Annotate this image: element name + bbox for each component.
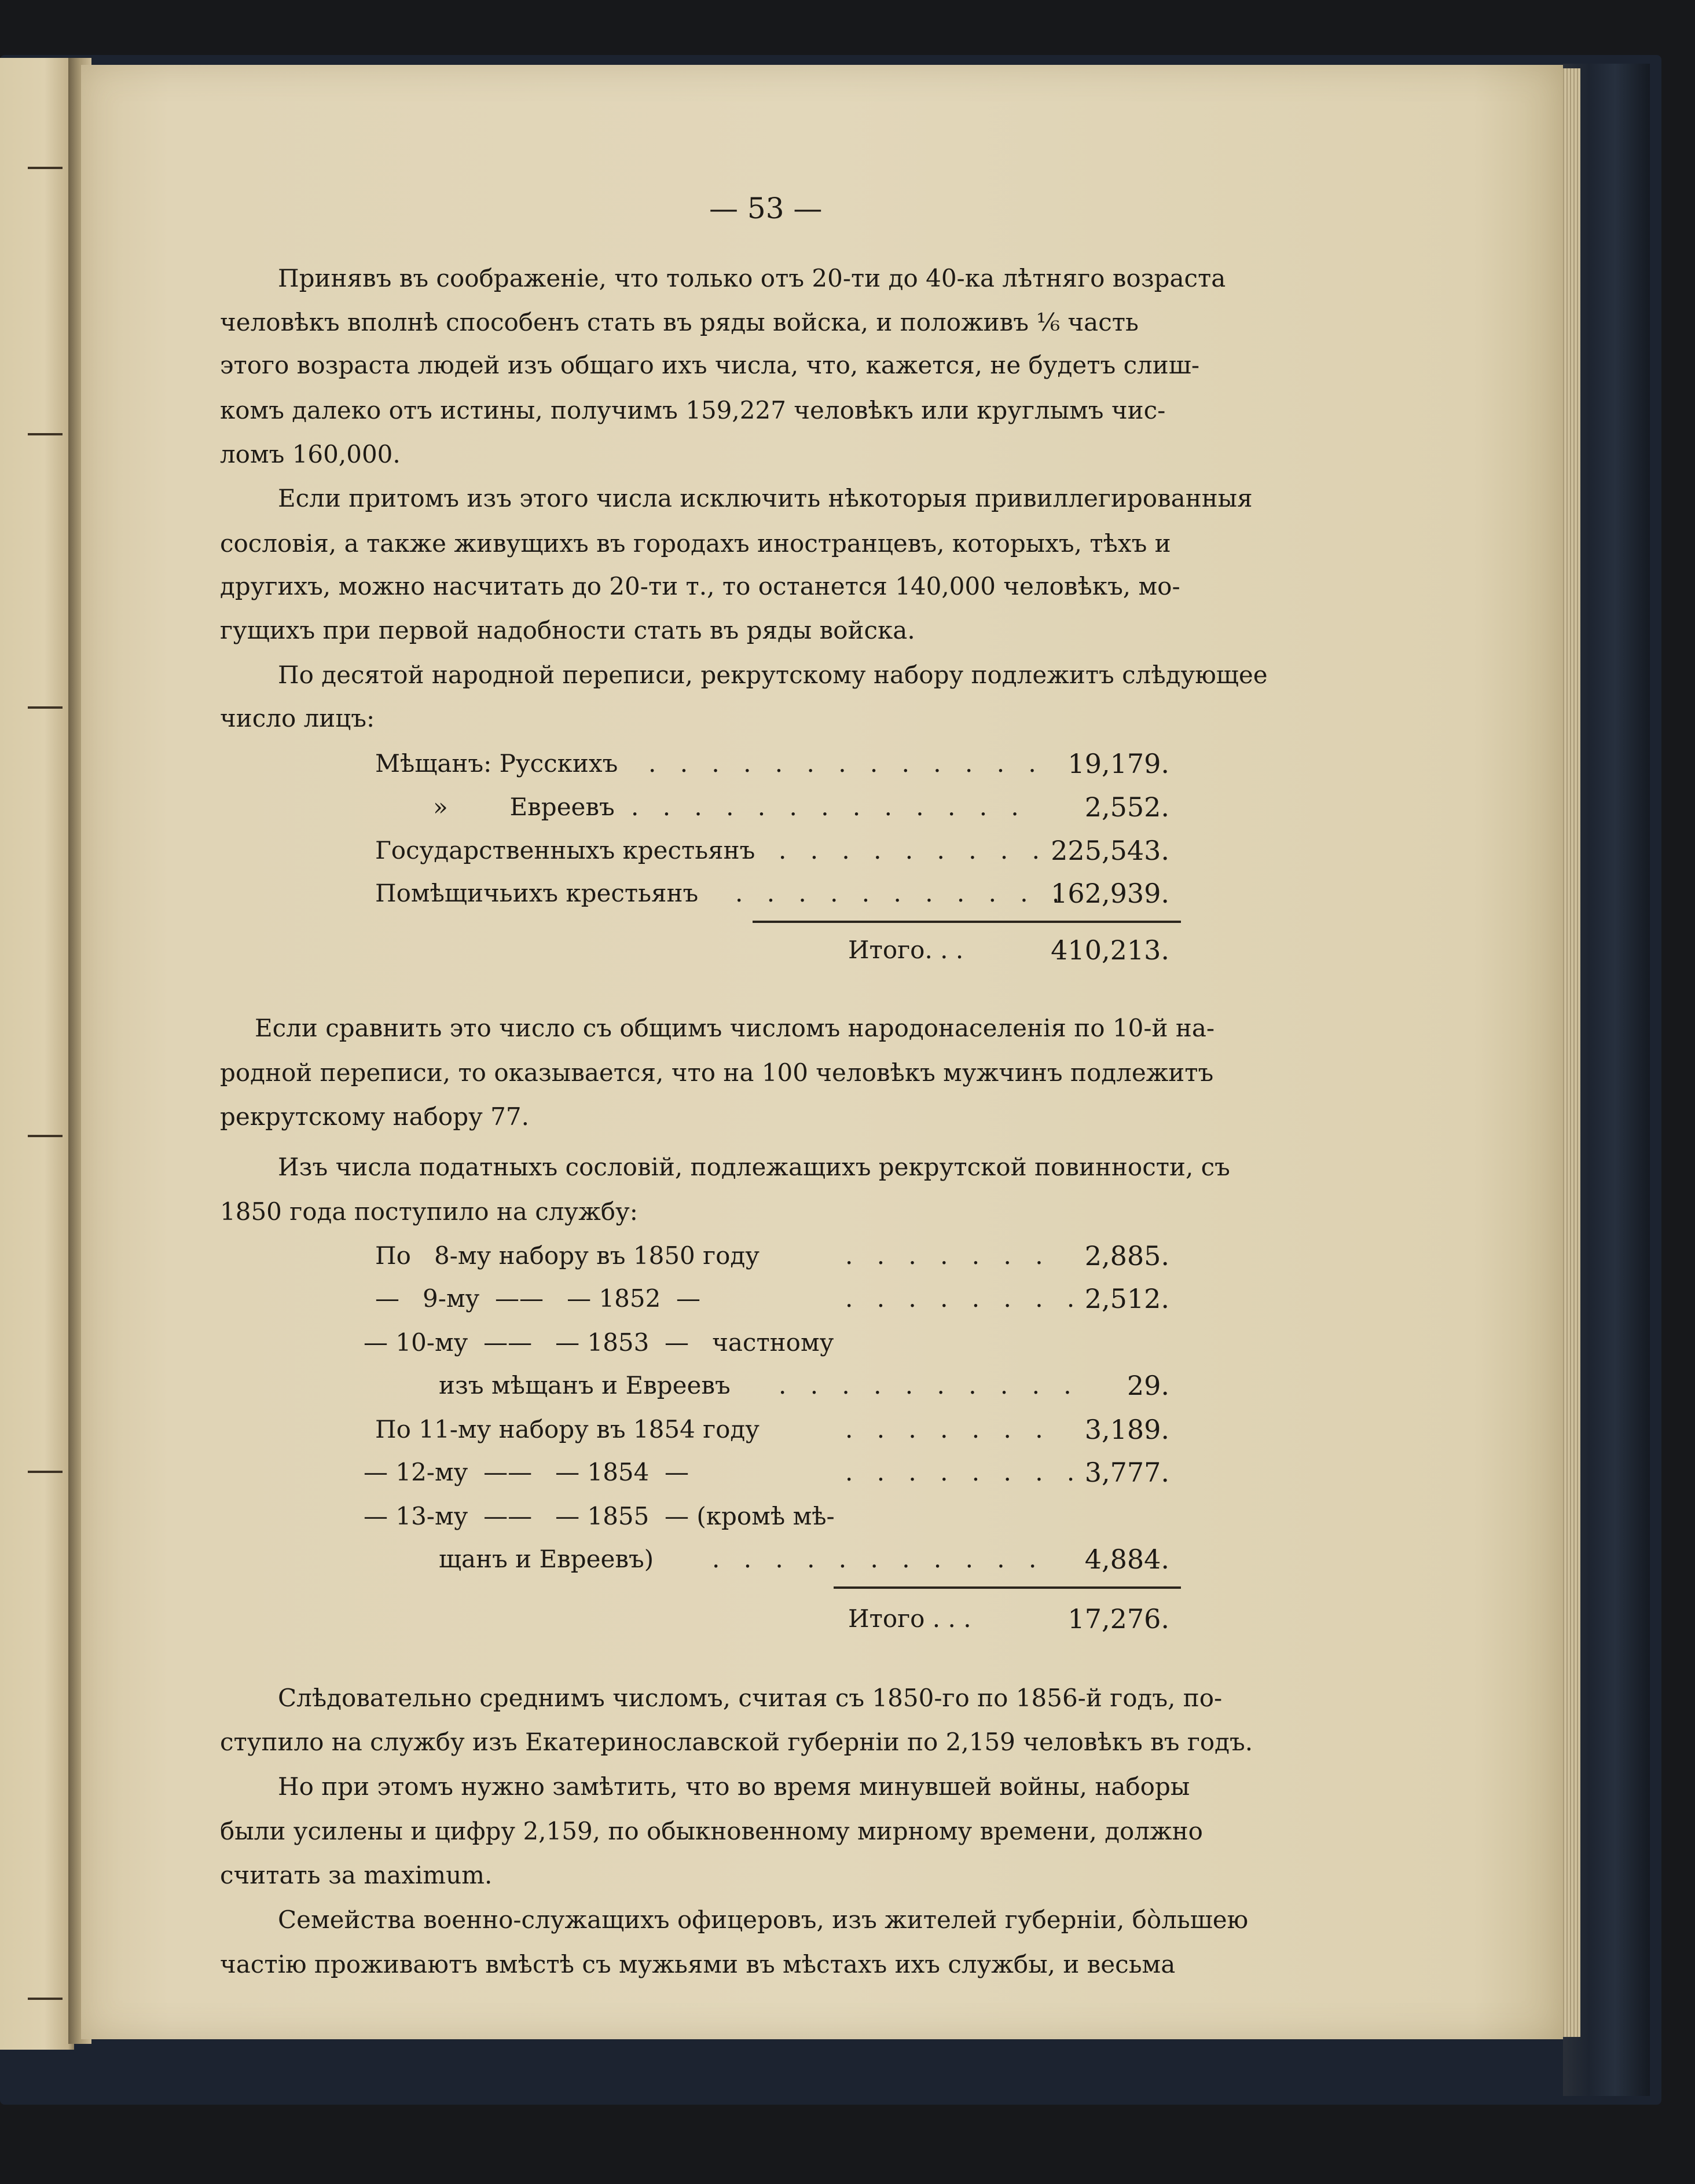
paragraph-line: Семейства военно-служащихъ офицеровъ, изъ жителей губерніи, бо̀льшею bbox=[278, 1905, 1249, 1934]
paragraph-line: По десятой народной переписи, рекрутскому набору подлежитъ слѣдующее bbox=[278, 661, 1268, 689]
paragraph-line: Принявъ въ соображеніе, что только отъ 20-ти до 40-ка лѣтняго возраста bbox=[278, 264, 1226, 292]
table-row-label: Помѣщичьихъ крестьянъ bbox=[375, 879, 699, 907]
leader-dots: . . . . . . . . bbox=[845, 1284, 1083, 1313]
paragraph-line: комъ далеко отъ истины, получимъ 159,227 человѣкъ или круглымъ чис- bbox=[220, 396, 1166, 424]
table-row-label: — 13-му —— — 1855 — (кромѣ мѣ- bbox=[364, 1502, 835, 1530]
paragraph-line: Если сравнить это число съ общимъ числомъ народонаселенія по 10-й на- bbox=[255, 1014, 1215, 1042]
table-row-value: 2,512. bbox=[1084, 1283, 1169, 1314]
paragraph-line: Слѣдовательно среднимъ числомъ, считая съ 1850-го по 1856-й годъ, по- bbox=[278, 1684, 1223, 1712]
paragraph-line: Если притомъ изъ этого числа исключить нѣкоторыя привиллегированныя bbox=[278, 484, 1253, 512]
table-row-label: По 11-му набору въ 1854 году bbox=[375, 1415, 760, 1443]
leader-dots: . . . . . . . . . . . . . bbox=[648, 749, 1044, 778]
table-row-value: 2,885. bbox=[1084, 1240, 1169, 1271]
table-row-label: По 8-му набору въ 1850 году bbox=[375, 1241, 760, 1270]
table-row-label: Мѣщанъ: Русскихъ bbox=[375, 749, 618, 778]
total-value: 17,276. bbox=[1067, 1603, 1169, 1635]
table-row-value: 162,939. bbox=[1051, 878, 1169, 909]
paragraph-line: гущихъ при первой надобности стать въ ряды войска. bbox=[220, 616, 915, 644]
previous-page-edge bbox=[0, 58, 74, 2050]
paragraph-line: 1850 года поступило на службу: bbox=[220, 1197, 638, 1226]
table-row-label: » Евреевъ bbox=[433, 793, 615, 821]
table-row-value: 19,179. bbox=[1067, 748, 1169, 779]
table-row-value: 225,543. bbox=[1051, 835, 1169, 866]
table-row-value: 3,189. bbox=[1084, 1414, 1169, 1445]
paragraph-line: считать за maximum. bbox=[220, 1861, 493, 1889]
table-row-label: — 10-му —— — 1853 — частному bbox=[364, 1328, 834, 1357]
leader-dots: . . . . . . . bbox=[845, 1241, 1051, 1270]
paragraph-line: число лицъ: bbox=[220, 704, 375, 732]
leader-dots: . . . . . . . . . bbox=[779, 836, 1048, 864]
leader-dots: . . . . . . . . . . . . . bbox=[631, 793, 1027, 821]
table-row-value: 4,884. bbox=[1084, 1544, 1169, 1575]
paragraph-line: ступило на службу изъ Екатеринославской губерніи по 2,159 человѣкъ въ годъ. bbox=[220, 1728, 1253, 1756]
paragraph-line: этого возраста людей изъ общаго ихъ числа, что, кажется, не будетъ слиш- bbox=[220, 351, 1200, 379]
table-row-value: 3,777. bbox=[1084, 1457, 1169, 1488]
paragraph-line: рекрутскому набору 77. bbox=[220, 1102, 529, 1131]
paragraph-line: Изъ числа податныхъ сословій, подлежащихъ рекрутской повинности, съ bbox=[278, 1153, 1230, 1181]
total-rule bbox=[753, 921, 1181, 923]
leader-dots: . . . . . . . . . . bbox=[779, 1371, 1080, 1399]
paragraph-line: были усилены и цифру 2,159, по обыкновенному мирному времени, должно bbox=[220, 1817, 1203, 1845]
table-row-label: — 12-му —— — 1854 — bbox=[364, 1458, 689, 1486]
paragraph-line: частію проживаютъ вмѣстѣ съ мужьями въ мѣстахъ ихъ службы, и весьма bbox=[220, 1950, 1176, 1978]
table-row-label: Государственныхъ крестьянъ bbox=[375, 836, 755, 864]
table-row-label: — 9-му —— — 1852 — bbox=[375, 1284, 701, 1313]
table-row-value: 2,552. bbox=[1084, 791, 1169, 823]
paragraph-line: сословія, а также живущихъ въ городахъ иностранцевъ, которыхъ, тѣхъ и bbox=[220, 529, 1171, 558]
leader-dots: . . . . . . . . bbox=[845, 1458, 1083, 1486]
table-row-value: 29. bbox=[1127, 1370, 1169, 1401]
leader-dots: . . . . . . . . . . . bbox=[735, 879, 1068, 907]
total-label: Итого. . . bbox=[848, 936, 964, 964]
total-value: 410,213. bbox=[1051, 935, 1169, 966]
paragraph-line: другихъ, можно насчитать до 20-ти т., то останется 140,000 человѣкъ, мо- bbox=[220, 572, 1180, 600]
total-label: Итого . . . bbox=[848, 1604, 971, 1633]
table-row-label: изъ мѣщанъ и Евреевъ bbox=[439, 1371, 731, 1399]
paragraph-line: Но при этомъ нужно замѣтить, что во время минувшей войны, наборы bbox=[278, 1772, 1190, 1801]
paragraph-line: родной переписи, то оказывается, что на 100 человѣкъ мужчинъ подлежитъ bbox=[220, 1058, 1214, 1087]
paragraph-line: человѣкъ вполнѣ способенъ стать въ ряды войска, и положивъ ⅙ часть bbox=[220, 308, 1139, 336]
leader-dots: . . . . . . . bbox=[845, 1415, 1051, 1443]
table-row-label: щанъ и Евреевъ) bbox=[439, 1545, 654, 1573]
paragraph-line: ломъ 160,000. bbox=[220, 440, 401, 468]
leader-dots: . . . . . . . . . . . bbox=[712, 1545, 1045, 1573]
page-number: — 53 — bbox=[709, 192, 823, 225]
total-rule bbox=[834, 1586, 1181, 1589]
